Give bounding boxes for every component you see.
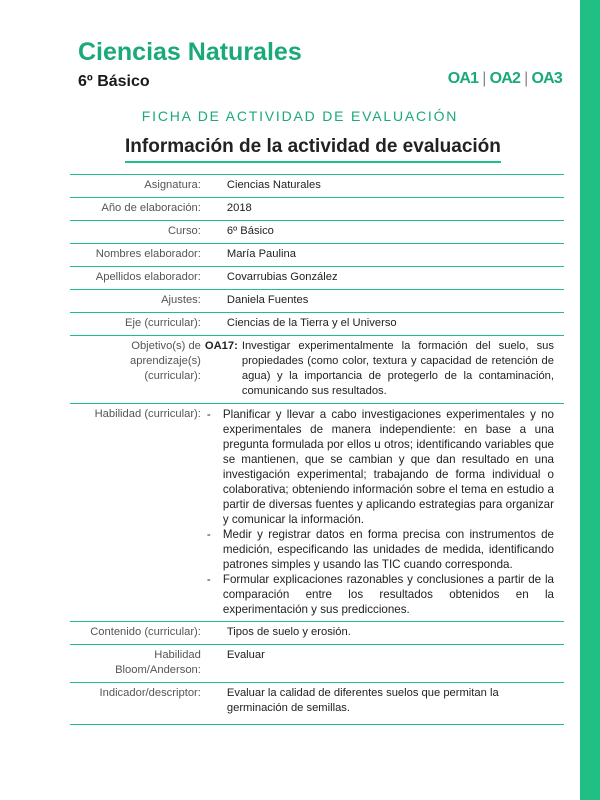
row-label: Curso: [70, 221, 205, 244]
subject-title: Ciencias Naturales [78, 38, 302, 66]
row-value: Tipos de suelo y erosión. [227, 622, 564, 645]
row-value: Evaluar [227, 645, 564, 683]
table-row [70, 198, 564, 221]
row-label: Eje (curricular): [70, 313, 205, 336]
oa-code-1: OA1 [447, 70, 479, 87]
row-label: Objetivo(s) de aprendizaje(s) (curricular): [70, 336, 205, 404]
row-value: Daniela Fuentes [227, 290, 564, 313]
row-label: Contenido (curricular): [70, 622, 205, 645]
row-label: Habilidad Bloom/Anderson: [70, 645, 205, 683]
section-title: Información de la actividad de evaluación [125, 136, 501, 163]
oa-code-3: OA3 [531, 70, 562, 87]
row-value: 6º Básico [227, 221, 564, 244]
row-label: Asignatura: [70, 175, 205, 198]
list-item: - Formular explicaciones razonables y conclusiones a partir de la comparación entre los resultados obtenidos en la experimentación y sus predicciones. [206, 573, 554, 616]
skills-list [207, 407, 554, 617]
list-item: - Planificar y llevar a cabo investigaciones experimentales y no experimentales de manera independiente: en base a una pregunta formulada por ellos u otros; identificando variables que se mantienen, que se cambian y que dan resultado en una investigación experimental; trabajando de forma individual o colaborativa; obteniendo información sobre el tema en estudio a partir de diversas fuentes y aplicando estrategias para organizar y comunicar la información. [206, 408, 554, 526]
table-row [70, 221, 564, 244]
grade-label: 6º Básico [78, 73, 150, 90]
oa-objective-text: Investigar experimentalmente la formación del suelo, sus propiedades (como color, textura y capacidad de retención de agua) y la importancia de protegerlo de la contaminación, comunicando sus resultados. [241, 340, 554, 397]
oa-code-2: OA2 [489, 70, 521, 87]
row-label: Nombres elaborador: [70, 244, 205, 267]
list-item: - Medir y registrar datos en forma precisa con instrumentos de medición, especificando las unidades de medida, identificando patrones simples y usando las TIC cuando corresponda. [206, 528, 554, 571]
row-value: Evaluar la calidad de diferentes suelos que permitan la germinación de semillas. [227, 683, 564, 725]
table-row [70, 336, 564, 404]
row-label: Habilidad (curricular): [70, 404, 205, 622]
table-row [70, 244, 564, 267]
table-row [70, 404, 564, 622]
row-value: Ciencias Naturales [227, 175, 564, 198]
row-label: Apellidos elaborador: [70, 267, 205, 290]
table-row [70, 175, 564, 198]
oa-codes: OA1 | OA2 | OA3 [447, 70, 562, 87]
ficha-title: FICHA DE ACTIVIDAD DE EVALUACIÓN [141, 108, 459, 124]
row-value: 2018 [227, 198, 564, 221]
row-value: Ciencias de la Tierra y el Universo [227, 313, 564, 336]
row-label: Año de elaboración: [70, 198, 205, 221]
table-row [70, 683, 564, 725]
table-row [70, 313, 564, 336]
table-row [70, 622, 564, 645]
row-label: Indicador/descriptor: [70, 683, 205, 725]
table-row [70, 267, 564, 290]
oa-objective-code: OA17: [204, 340, 238, 352]
row-value: Covarrubias González [227, 267, 564, 290]
info-table [70, 174, 564, 725]
row-value: María Paulina [227, 244, 564, 267]
table-row [70, 645, 564, 683]
table-row [70, 290, 564, 313]
row-label: Ajustes: [70, 290, 205, 313]
